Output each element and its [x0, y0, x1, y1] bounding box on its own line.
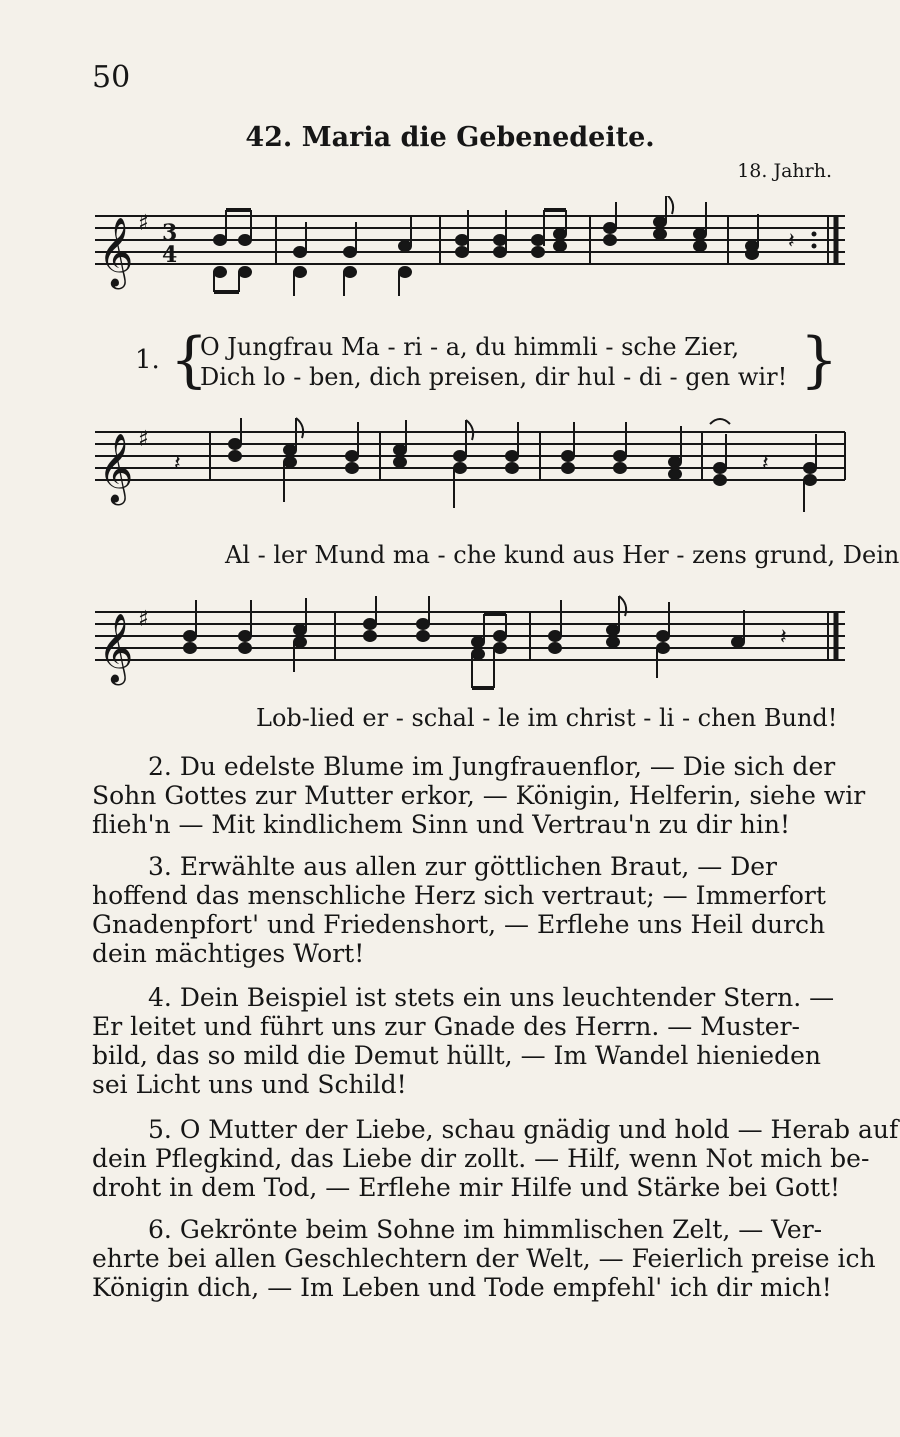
verse-6: [92, 1215, 876, 1302]
verse-line: Königin dich, — Im Leben und Tode empfehl' ich dir mich!: [92, 1273, 832, 1302]
brace-left: {: [170, 325, 209, 395]
svg-text:♯: ♯: [138, 607, 149, 632]
verse-line: ehrte bei allen Geschlechtern der Welt, — Feierlich preise ich: [92, 1244, 876, 1273]
music-staff-2: [90, 412, 850, 532]
svg-text:𝄽: 𝄽: [762, 451, 769, 476]
verse-1-line-1: O Jungfrau Ma - ri - a, du himmli - sche Zier,: [200, 333, 740, 361]
verse-4: [92, 983, 852, 1099]
music-staff-3: [90, 592, 850, 702]
verse-number: 6.: [148, 1215, 172, 1244]
verse-line: Gekrönte beim Sohne im himmlischen Zelt, — Ver-: [179, 1215, 823, 1244]
sharp-sign: ♯: [138, 211, 149, 236]
verse-5: [92, 1115, 899, 1202]
verse-line: dein Pflegkind, das Liebe dir zollt. — Hilf, wenn Not mich be-: [92, 1144, 870, 1173]
music-staff-1: [90, 196, 850, 306]
verse-number: 2.: [148, 752, 172, 781]
verse-1-line-4: Lob-lied er - schal - le im christ - li - chen Bund!: [256, 704, 838, 732]
verse-3: [92, 852, 852, 968]
verse-number: 4.: [148, 983, 172, 1012]
svg-text:𝄽: 𝄽: [788, 229, 795, 254]
page-number: 50: [92, 60, 131, 95]
time-sig-top: 3: [162, 220, 178, 246]
verse-1-line-2: Dich lo - ben, dich preisen, dir hul - di - gen wir!: [200, 363, 788, 391]
verse-line: bild, das so mild die Demut hüllt, — Im Wandel hienieden: [92, 1041, 821, 1070]
svg-text:𝄞: 𝄞: [98, 613, 134, 683]
svg-text:𝄽: 𝄽: [174, 451, 181, 476]
verse-line: O Mutter der Liebe, schau gnädig und hold — Herab auf: [179, 1115, 899, 1144]
hymn-title: 42. Maria die Gebenedeite.: [245, 122, 655, 153]
verse-number: 5.: [148, 1115, 172, 1144]
svg-text:♯: ♯: [138, 427, 149, 452]
verse-line: Erwählte aus allen zur göttlichen Braut, — Der: [179, 852, 777, 881]
verse-line: flieh'n — Mit kindlichem Sinn und Vertrau'n zu dir hin!: [92, 810, 791, 839]
time-sig-bottom: 4: [162, 242, 178, 268]
brace-right: }: [800, 325, 839, 395]
verse-line: sei Licht uns und Schild!: [92, 1070, 407, 1099]
verse-line: Dein Beispiel ist stets ein uns leuchtender Stern. —: [179, 983, 835, 1012]
verse-2: [92, 752, 866, 839]
treble-clef: 𝄞: [98, 217, 134, 287]
verse-line: Gnadenpfort' und Friedenshort, — Erflehe uns Heil durch: [92, 910, 826, 939]
hymn-origin: 18. Jahrh.: [737, 160, 832, 182]
verse-line: Du edelste Blume im Jungfrauenflor, — Die sich der: [179, 752, 836, 781]
svg-text:𝄽: 𝄽: [780, 625, 787, 650]
verse-1-line-3: Al - ler Mund ma - che kund aus Her - zens grund, Dein: [225, 541, 900, 569]
verse-line: hoffend das menschliche Herz sich vertraut; — Immerfort: [92, 881, 826, 910]
verse-line: dein mächtiges Wort!: [92, 939, 365, 968]
verse-line: Sohn Gottes zur Mutter erkor, — Königin, Helferin, siehe wir: [92, 781, 866, 810]
verse-1-number: 1.: [135, 345, 160, 375]
svg-text:𝄞: 𝄞: [98, 433, 134, 503]
verse-line: droht in dem Tod, — Erflehe mir Hilfe und Stärke bei Gott!: [92, 1173, 841, 1202]
verse-line: Er leitet und führt uns zur Gnade des Herrn. — Muster-: [92, 1012, 800, 1041]
verse-number: 3.: [148, 852, 172, 881]
